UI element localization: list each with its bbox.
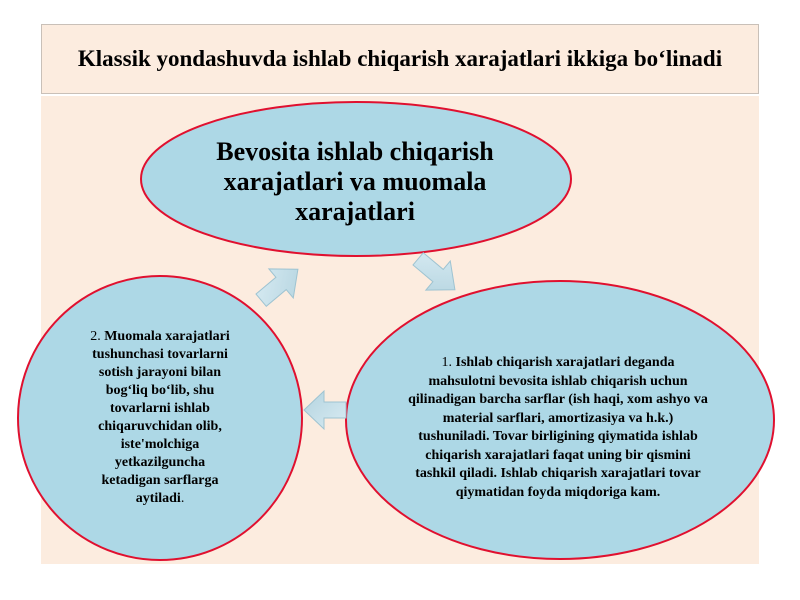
right-node-body: Ishlab chiqarish xarajatlari deganda mahsulotni bevosita ishlab chiqarish uchun qilinadigan barcha sarflar (ish haqi, xom ashyo va material sarflari, amortizasiya va h.k.) tushuniladi. Tovar birligining qiymatida ishlab chiqarish xarajatlari faqat uning bir qismini tashkil qiladi. Ishlab chiqarish xarajatlari tovar qiymatidan foyda miqdoriga kam. — [408, 355, 708, 500]
arrow-left-to-top — [249, 255, 310, 315]
right-node-number: 1. — [441, 355, 452, 370]
left-node-end: . — [180, 491, 185, 506]
arrow-right-to-left — [304, 391, 346, 429]
left-node-body: Muomala xarajatlari tushunchasi tovarlarni sotish jarayoni bilan bog‘liq bo‘lib, shu tovarlarni ishlab chiqaruvchidan olib, iste'molchiga yetkazilguncha ketadigan sarflarga aytiladi — [92, 329, 230, 506]
slide-title: Klassik yondashuvda ishlab chiqarish xarajatlari ikkiga bo‘linadi — [77, 46, 723, 71]
top-node-label: Bevosita ishlab chiqarish xarajatlari va muomala xarajatlari — [216, 137, 494, 226]
right-node-text — [408, 328, 708, 528]
left-node-text — [90, 298, 230, 538]
left-node-number: 2. — [90, 329, 101, 344]
